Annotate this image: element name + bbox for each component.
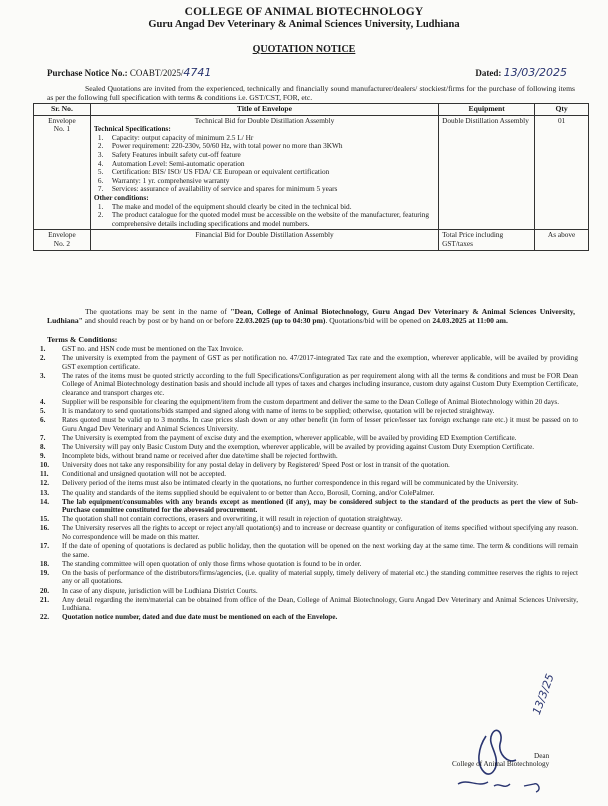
notice-title: QUOTATION NOTICE bbox=[252, 44, 356, 55]
list-item: 1. The make and model of the equipment should clearly be cited in the technical bid. bbox=[97, 201, 352, 211]
list-item bbox=[40, 498, 578, 515]
list-item: 1. Capacity: output capacity of minimum 2.5 L/ Hr bbox=[97, 132, 254, 142]
term-text: Delivery period of the items must also be intimated clearly in the quotations, no further correspondence in this regard will be communicated by the University. bbox=[62, 479, 519, 488]
tech-spec-list bbox=[94, 134, 435, 194]
list-item bbox=[40, 613, 578, 622]
list-item bbox=[40, 372, 578, 398]
term-number: 22. bbox=[40, 613, 49, 622]
term-number: 21. bbox=[40, 595, 49, 604]
list-item bbox=[40, 560, 578, 569]
term-number: 3. bbox=[40, 371, 46, 380]
term-number: 11. bbox=[40, 470, 49, 479]
list-item bbox=[40, 461, 578, 470]
term-text: Any detail regarding the item/material can be obtained from office of the Dean, College of Animal Biotechnology, Guru Angad Dev Veterinary and Animal Sciences University, Ludhiana. bbox=[62, 595, 578, 613]
dated-label: Dated: bbox=[475, 68, 502, 78]
list-item bbox=[40, 587, 578, 596]
envelope-label: Envelope bbox=[48, 115, 76, 125]
term-text: The rates of the items must be quoted strictly according to the full Specifications/Configuration as per requirement along with all the terms & conditions and must be FOR Dean College of Animal Biotechnology destination basis and should include all types of taxes and charges including insurance, custom duty against Custom Duty Exemption Certificate, clearance and transport charges etc. bbox=[62, 371, 578, 397]
list-item bbox=[40, 542, 578, 559]
other-conditions-list bbox=[94, 203, 435, 229]
term-number: 14. bbox=[40, 497, 49, 506]
list-item: 5. Certification: BIS/ ISO/ US FDA/ CE European or equivalent certification bbox=[97, 167, 330, 177]
list-item bbox=[40, 524, 578, 541]
list-item bbox=[40, 398, 578, 407]
purchase-notice-number-handwritten: 4741 bbox=[183, 66, 212, 79]
list-item bbox=[40, 596, 578, 613]
list-item bbox=[40, 479, 578, 488]
term-number: 19. bbox=[40, 568, 49, 577]
signature-caption bbox=[452, 752, 549, 769]
qty-cell: 01 bbox=[535, 115, 589, 230]
term-text: The university is exempted from the payment of GST as per notification no. 47/2017-integrated Tax rate and the exemption, wherever applicable, will be availed by providing GST exemption certificate. bbox=[62, 354, 578, 371]
list-item bbox=[40, 354, 578, 371]
terms-list bbox=[40, 345, 578, 622]
financial-bid-cell: Financial Bid for Double Distillation Assembly bbox=[90, 230, 438, 250]
total-price-cell: Total Price including GST/taxes bbox=[439, 230, 535, 250]
equipment-cell: Double Distillation Assembly bbox=[439, 115, 535, 230]
term-text: The University reserves all the rights to accept or reject any/all quotation(s) and to increase or decrease quantity or configuration of items specified without specifying any reason. No correspondence will be made on this matter. bbox=[62, 524, 578, 541]
envelope-2-cell bbox=[34, 230, 91, 250]
term-text: The University will pay only Basic Custom Duty and the exemption, wherever applicable, will be availed by providing against Custom Duty Exemption Certificate. bbox=[62, 443, 535, 452]
term-number: 4. bbox=[40, 398, 46, 407]
purchase-notice-number: COABT/2025/ bbox=[129, 68, 184, 78]
term-number: 13. bbox=[40, 488, 49, 497]
header-qty: Qty bbox=[535, 104, 589, 116]
signatory-title: Dean bbox=[534, 752, 550, 760]
term-text: The standing committee will open quotation of only those firms whose quotation is found to be in order. bbox=[62, 559, 362, 568]
term-text: The University is exempted from the payment of excise duty and the exemption, wherever applicable, will be availed by providing ED Exemption Certificate. bbox=[62, 433, 517, 442]
term-number: 2. bbox=[40, 354, 46, 363]
term-number: 6. bbox=[40, 416, 46, 425]
term-text: The quality and standards of the items supplied should be equivalent to or better than Acco, Borosil, Corning, and/or ColePalmer. bbox=[62, 488, 435, 497]
list-item: 2. Power requirement: 220-230v, 50/60 Hz, with total power no more than 3KWh bbox=[97, 141, 343, 151]
term-text: On the basis of performance of the distributors/firms/agencies, (i.e. quality of material supply, timely delivery of material etc.) the standing committee reserves the rights to reject any or all quotations. bbox=[62, 568, 578, 586]
list-item: 6. Warranty: 1 yr. comprehensive warranty bbox=[97, 175, 230, 185]
term-text: Rates quoted must be valid up to 3 months. In case prices slash down or any other benefit (in form of lesser price/lesser tax foreign exchange rate etc.) it must be passed on to Guru Angad Dev Veterinary and Animal Sciences University. bbox=[62, 416, 578, 433]
term-text: If the date of opening of quotations is declared as public holiday, then the quotation will be opened on the next working day at the same time. The term & conditions will remain the same. bbox=[62, 542, 578, 559]
list-item bbox=[40, 443, 578, 452]
intro-paragraph: Sealed Quotations are invited from the experienced, technically and financially sound manufacturer/dealers/ stockiest/firms for the purchase of following items as per the following full specification with terms & conditions i.e. GST/CST, FOR, etc. bbox=[47, 84, 575, 102]
table-header-row bbox=[34, 104, 589, 116]
term-text: Supplier will be responsible for clearing the equipment/item from the custom department and deliver the same to the Dean College of Animal Biotechnology within 20 days. bbox=[62, 398, 560, 407]
envelope-1-cell bbox=[34, 115, 91, 230]
term-text: Quotation notice number, dated and due date must be mentioned on each of the Envelope. bbox=[62, 613, 338, 622]
dated-field bbox=[475, 66, 567, 79]
list-item bbox=[40, 569, 578, 586]
term-number: 9. bbox=[40, 452, 46, 461]
term-number: 16. bbox=[40, 524, 49, 533]
envelope-number: No. 2 bbox=[53, 238, 71, 248]
term-text: Incomplete bids, without brand name or received after due date/time shall be rejected forthwith. bbox=[62, 452, 338, 461]
term-number: 17. bbox=[40, 542, 49, 551]
college-name: COLLEGE OF ANIMAL BIOTECHNOLOGY bbox=[184, 6, 424, 18]
term-text: The quotation shall not contain corrections, erasers and overwriting, it will result in rejection of quotation straightway. bbox=[62, 515, 403, 524]
header-sr-no: Sr. No. bbox=[34, 104, 91, 116]
term-number: 10. bbox=[40, 461, 49, 470]
university-name: Guru Angad Dev Veterinary & Animal Sciences University, Ludhiana bbox=[148, 19, 460, 30]
list-item: 4. Automation Level: Semi-automatic operation bbox=[97, 158, 245, 168]
header-equipment: Equipment bbox=[439, 104, 535, 116]
envelope-number: No. 1 bbox=[53, 124, 71, 134]
term-text: GST no. and HSN code must be mentioned on the Tax Invoice. bbox=[62, 345, 244, 353]
list-item: 7. Services: assurance of availability of service and spares for minimum 5 years bbox=[97, 184, 338, 194]
table-row bbox=[34, 115, 589, 230]
list-item bbox=[40, 434, 578, 443]
list-item bbox=[40, 515, 578, 524]
term-number: 1. bbox=[40, 345, 46, 353]
other-conditions-heading: Other conditions: bbox=[93, 192, 149, 202]
term-text: University does not take any responsibility for any postal delay in delivery by Registered/ Speed Post or lost in transit of the quotation. bbox=[62, 461, 450, 470]
table-row bbox=[34, 230, 589, 250]
term-text: It is mandatory to send quotations/bids stamped and signed along with name of items to be supplied; otherwise, quotation will be rejected straightway. bbox=[62, 407, 495, 416]
term-text: Conditional and unsigned quotation will not be accepted. bbox=[62, 470, 227, 479]
list-item bbox=[40, 345, 578, 354]
list-item bbox=[40, 470, 578, 479]
terms-title: Terms & Conditions: bbox=[47, 335, 118, 344]
purchase-notice-row bbox=[47, 66, 567, 79]
list-item bbox=[40, 416, 578, 433]
list-item bbox=[40, 452, 578, 461]
header-title: Title of Envelope bbox=[90, 104, 438, 116]
term-number: 15. bbox=[40, 515, 49, 524]
list-item bbox=[40, 489, 578, 498]
purchase-notice-label: Purchase Notice No.: bbox=[47, 68, 128, 78]
term-text: The lab equipment/consumables with any brands except as mentioned (if any), may be considered subject to the standard of the products as pert the view of Sub-Purchase committee constituted for the abovesaid procurement. bbox=[62, 497, 578, 515]
term-number: 8. bbox=[40, 443, 46, 452]
term-number: 20. bbox=[40, 586, 49, 595]
term-text: In case of any dispute, jurisdiction will be Ludhiana District Courts. bbox=[62, 586, 258, 595]
tech-spec-heading: Technical Specifications: bbox=[93, 124, 171, 134]
signatory-office: College of Animal Biotechnology bbox=[452, 760, 550, 769]
term-number: 18. bbox=[40, 559, 49, 568]
technical-bid-title: Technical Bid for Double Distillation Assembly bbox=[194, 115, 335, 125]
term-number: 5. bbox=[40, 407, 46, 416]
signature-date-handwritten: 13/3/25 bbox=[530, 672, 557, 717]
envelope-label: Envelope bbox=[48, 230, 76, 240]
list-item: 2. The product catalogue for the quoted model must be accessible on the website of the manufacturer, featuring comprehensive details including specifications and model numbers. bbox=[97, 210, 430, 228]
list-item: 3. Safety Features inbuilt safety cut-off feature bbox=[97, 149, 241, 159]
submission-paragraph: The quotations may be sent in the name of "Dean, College of Animal Biotechnology, Guru Angad Dev Veterinary & Animal Sciences University, Ludhiana" and should reach by post or by hand on or before 22.03.2025 (up to 04:30 pm). Quotations/bid will be opened on 24.03.2025 at 11:00 am. bbox=[47, 307, 575, 325]
dated-handwritten: 13/03/2025 bbox=[503, 66, 567, 79]
qty-as-above-cell: As above bbox=[535, 230, 589, 250]
term-number: 7. bbox=[40, 433, 46, 442]
specification-table bbox=[33, 103, 589, 251]
technical-bid-cell bbox=[90, 115, 438, 230]
list-item bbox=[40, 407, 578, 416]
term-number: 12. bbox=[40, 479, 49, 488]
